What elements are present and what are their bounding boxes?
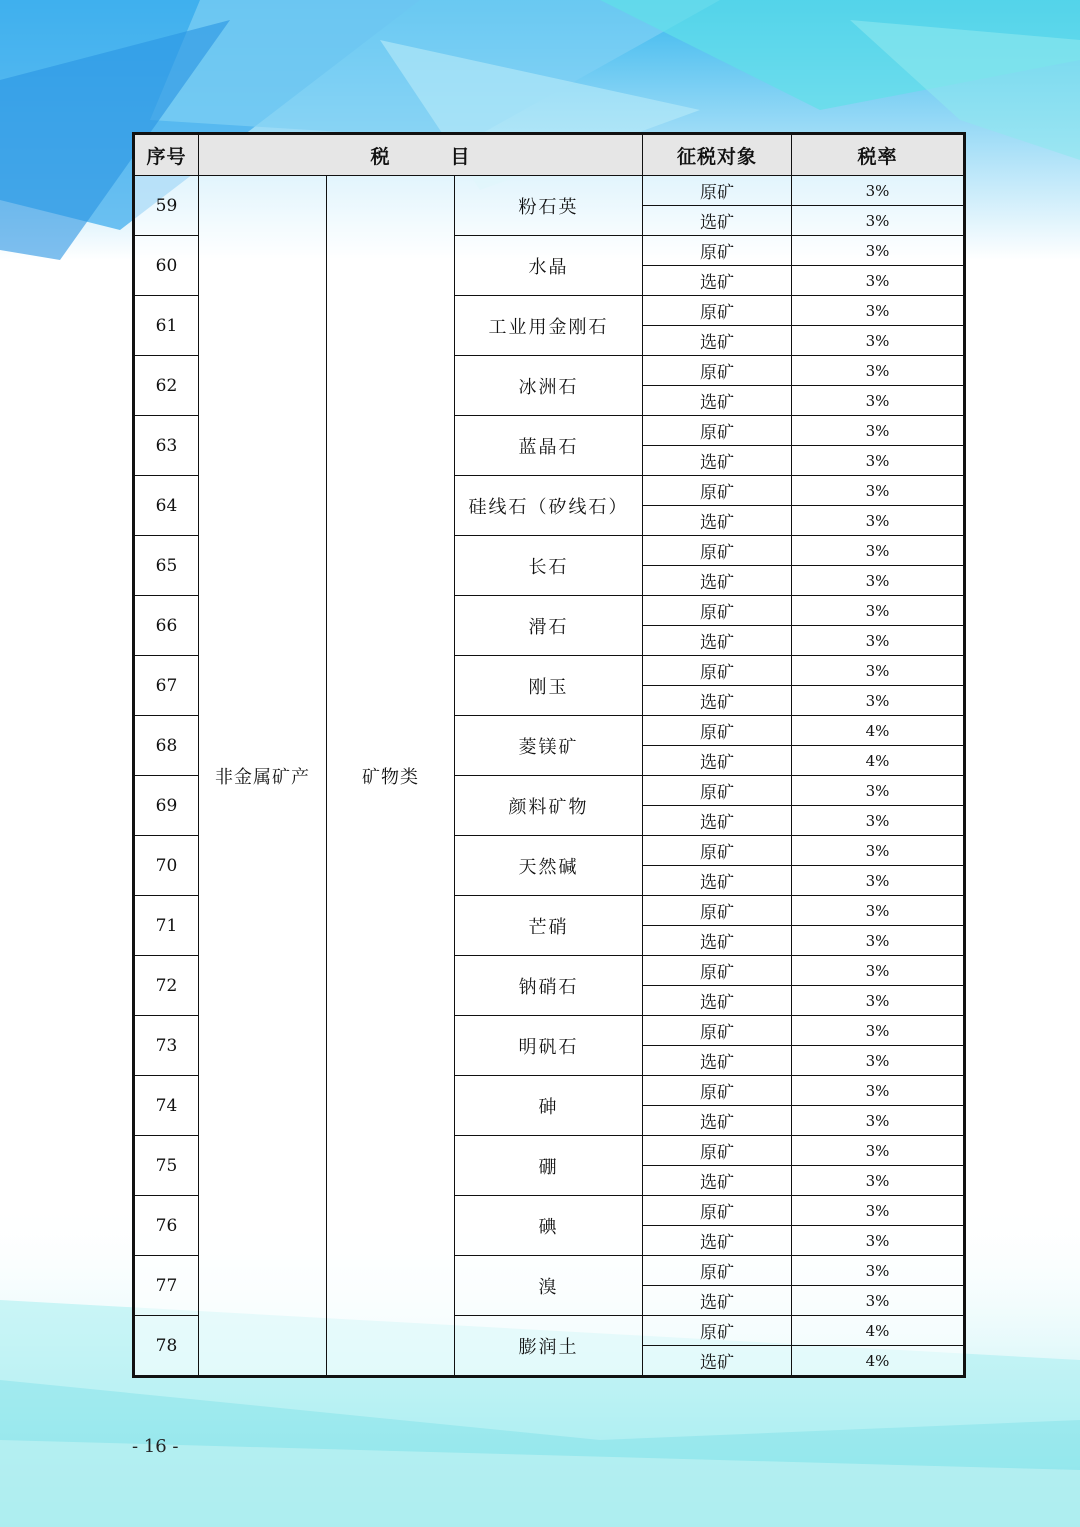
category-cell: 非金属矿产 — [199, 176, 327, 1377]
tax-object-raw: 原矿 — [643, 1196, 792, 1226]
mineral-name: 芒硝 — [455, 896, 643, 956]
tax-rate-raw: 3% — [792, 176, 965, 206]
tax-object-raw: 原矿 — [643, 1016, 792, 1046]
mineral-name: 蓝晶石 — [455, 416, 643, 476]
tax-rate-processed: 3% — [792, 866, 965, 896]
mineral-name: 长石 — [455, 536, 643, 596]
tax-rate-raw: 3% — [792, 1016, 965, 1046]
row-number: 60 — [134, 236, 199, 296]
tax-rate-processed: 3% — [792, 806, 965, 836]
table-header-row — [134, 134, 965, 176]
tax-object-raw: 原矿 — [643, 956, 792, 986]
tax-rate-table — [132, 132, 966, 1378]
tax-rate-raw: 3% — [792, 296, 965, 326]
tax-rate-raw: 4% — [792, 716, 965, 746]
tax-rate-raw: 3% — [792, 1256, 965, 1286]
tax-object-processed: 选矿 — [643, 626, 792, 656]
tax-rate-raw: 3% — [792, 1076, 965, 1106]
tax-rate-processed: 3% — [792, 926, 965, 956]
tax-rate-raw: 3% — [792, 416, 965, 446]
tax-object-raw: 原矿 — [643, 896, 792, 926]
tax-rate-raw: 3% — [792, 836, 965, 866]
tax-rate-raw: 3% — [792, 1136, 965, 1166]
tax-rate-raw: 4% — [792, 1316, 965, 1346]
header-item: 税 目 — [199, 134, 643, 176]
mineral-name: 菱镁矿 — [455, 716, 643, 776]
tax-rate-raw: 3% — [792, 776, 965, 806]
tax-rate-processed: 3% — [792, 506, 965, 536]
mineral-name: 工业用金刚石 — [455, 296, 643, 356]
tax-rate-raw: 3% — [792, 656, 965, 686]
tax-rate-processed: 3% — [792, 566, 965, 596]
tax-rate-processed: 3% — [792, 1286, 965, 1316]
tax-object-raw: 原矿 — [643, 536, 792, 566]
tax-rate-raw: 3% — [792, 236, 965, 266]
row-number: 61 — [134, 296, 199, 356]
tax-object-processed: 选矿 — [643, 1166, 792, 1196]
mineral-name: 砷 — [455, 1076, 643, 1136]
tax-object-processed: 选矿 — [643, 1106, 792, 1136]
tax-object-processed: 选矿 — [643, 1286, 792, 1316]
tax-rate-processed: 3% — [792, 386, 965, 416]
tax-object-raw: 原矿 — [643, 356, 792, 386]
tax-object-processed: 选矿 — [643, 506, 792, 536]
mineral-name: 粉石英 — [455, 176, 643, 236]
tax-rate-processed: 3% — [792, 1166, 965, 1196]
row-number: 69 — [134, 776, 199, 836]
row-number: 76 — [134, 1196, 199, 1256]
row-number: 65 — [134, 536, 199, 596]
page-number: - 16 - — [132, 1436, 179, 1457]
tax-object-processed: 选矿 — [643, 1046, 792, 1076]
tax-rate-processed: 4% — [792, 1346, 965, 1377]
tax-rate-raw: 3% — [792, 596, 965, 626]
tax-object-raw: 原矿 — [643, 656, 792, 686]
mineral-name: 碘 — [455, 1196, 643, 1256]
tax-object-processed: 选矿 — [643, 1346, 792, 1377]
row-number: 71 — [134, 896, 199, 956]
tax-object-processed: 选矿 — [643, 266, 792, 296]
tax-rate-processed: 3% — [792, 626, 965, 656]
tax-rate-processed: 3% — [792, 446, 965, 476]
tax-rate-processed: 3% — [792, 1106, 965, 1136]
tax-object-processed: 选矿 — [643, 806, 792, 836]
header-seq: 序号 — [134, 134, 199, 176]
mineral-name: 天然碱 — [455, 836, 643, 896]
row-number: 63 — [134, 416, 199, 476]
mineral-name: 滑石 — [455, 596, 643, 656]
tax-rate-processed: 4% — [792, 746, 965, 776]
row-number: 68 — [134, 716, 199, 776]
row-number: 67 — [134, 656, 199, 716]
tax-rate-processed: 3% — [792, 206, 965, 236]
row-number: 72 — [134, 956, 199, 1016]
mineral-name: 钠硝石 — [455, 956, 643, 1016]
tax-rate-processed: 3% — [792, 986, 965, 1016]
tax-object-raw: 原矿 — [643, 776, 792, 806]
tax-rate-processed: 3% — [792, 266, 965, 296]
tax-rate-processed: 3% — [792, 1046, 965, 1076]
row-number: 77 — [134, 1256, 199, 1316]
tax-object-raw: 原矿 — [643, 296, 792, 326]
mineral-name: 颜料矿物 — [455, 776, 643, 836]
header-rate: 税率 — [792, 134, 965, 176]
mineral-name: 硼 — [455, 1136, 643, 1196]
tax-object-raw: 原矿 — [643, 176, 792, 206]
tax-object-processed: 选矿 — [643, 926, 792, 956]
tax-object-processed: 选矿 — [643, 1226, 792, 1256]
mineral-name: 水晶 — [455, 236, 643, 296]
tax-object-raw: 原矿 — [643, 1136, 792, 1166]
mineral-name: 刚玉 — [455, 656, 643, 716]
tax-object-raw: 原矿 — [643, 1316, 792, 1346]
tax-rate-processed: 3% — [792, 326, 965, 356]
row-number: 78 — [134, 1316, 199, 1377]
mineral-name: 硅线石（矽线石） — [455, 476, 643, 536]
tax-object-processed: 选矿 — [643, 986, 792, 1016]
tax-object-processed: 选矿 — [643, 206, 792, 236]
tax-object-processed: 选矿 — [643, 386, 792, 416]
tax-rate-raw: 3% — [792, 356, 965, 386]
tax-rate-raw: 3% — [792, 476, 965, 506]
tax-object-raw: 原矿 — [643, 836, 792, 866]
tax-object-processed: 选矿 — [643, 746, 792, 776]
row-number: 70 — [134, 836, 199, 896]
tax-rate-processed: 3% — [792, 686, 965, 716]
tax-object-raw: 原矿 — [643, 416, 792, 446]
tax-object-processed: 选矿 — [643, 326, 792, 356]
tax-rate-raw: 3% — [792, 536, 965, 566]
row-number: 64 — [134, 476, 199, 536]
tax-object-processed: 选矿 — [643, 566, 792, 596]
mineral-name: 溴 — [455, 1256, 643, 1316]
tax-object-processed: 选矿 — [643, 446, 792, 476]
mineral-name: 明矾石 — [455, 1016, 643, 1076]
mineral-name: 冰洲石 — [455, 356, 643, 416]
tax-rate-raw: 3% — [792, 896, 965, 926]
row-number: 59 — [134, 176, 199, 236]
row-number: 75 — [134, 1136, 199, 1196]
tax-object-processed: 选矿 — [643, 686, 792, 716]
tax-object-raw: 原矿 — [643, 236, 792, 266]
tax-object-raw: 原矿 — [643, 1076, 792, 1106]
tax-object-raw: 原矿 — [643, 596, 792, 626]
tax-rate-raw: 3% — [792, 956, 965, 986]
table-row — [134, 176, 965, 206]
row-number: 62 — [134, 356, 199, 416]
tax-object-raw: 原矿 — [643, 1256, 792, 1286]
row-number: 74 — [134, 1076, 199, 1136]
tax-object-processed: 选矿 — [643, 866, 792, 896]
subcategory-cell: 矿物类 — [327, 176, 455, 1377]
mineral-name: 膨润土 — [455, 1316, 643, 1377]
tax-rate-raw: 3% — [792, 1196, 965, 1226]
row-number: 73 — [134, 1016, 199, 1076]
tax-object-raw: 原矿 — [643, 476, 792, 506]
tax-object-raw: 原矿 — [643, 716, 792, 746]
header-object: 征税对象 — [643, 134, 792, 176]
tax-rate-processed: 3% — [792, 1226, 965, 1256]
row-number: 66 — [134, 596, 199, 656]
